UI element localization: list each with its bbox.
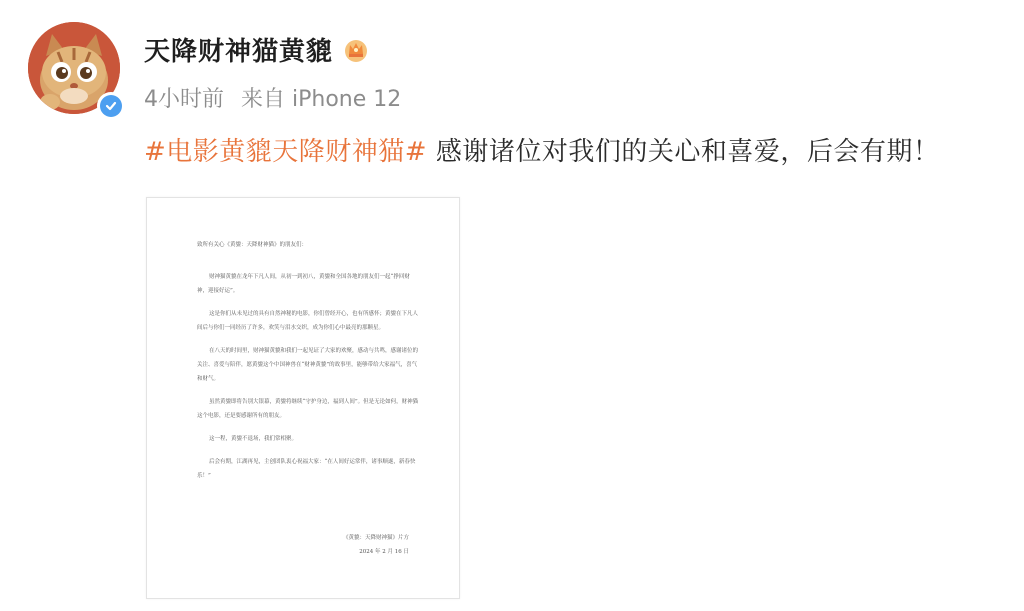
post-hashtag[interactable]: #电影黄貔天降财神猫# <box>144 137 428 167</box>
letter-paragraph: 财神猫黄貔在龙年下凡人间，从初一到初八，黄貔和全国各地的朋友们一起“挣回财神，迎接好运”。 <box>197 274 410 294</box>
letter-image[interactable] <box>146 197 460 599</box>
post-content <box>144 131 939 168</box>
letter-paragraph: 在八天的时间里，财神猫黄貔和我们一起见证了大家的欢聚，感动与共鸣，感谢诸位的关注、喜爱与陪伴，愿黄貔这个中国神兽在“财神黄貔”的故事里，能够带给大家福气，喜气和财气。 <box>197 348 419 382</box>
verified-icon <box>104 99 118 113</box>
letter-greeting: 致所有关心《黄貔：天降财神猫》的朋友们： <box>197 242 308 248</box>
letter-paragraph: 后会有期，江湖再见，主创团队衷心祝福大家：“在人间好运常伴，诸事顺遂，新春快乐！” <box>197 459 416 479</box>
letter-body <box>197 270 419 492</box>
letter-signature-block <box>343 531 409 559</box>
letter-paragraph: 虽然黄貔即将告别大银幕，黄貔将继续“守护身边，福到人间”。但是无论如何，财神猫这个电影，还是要感谢所有的朋友。 <box>197 399 419 419</box>
post-source: 来自 iPhone 12 <box>241 87 402 112</box>
letter-signature: 《黄貔：天降财神猫》片方 <box>342 535 409 541</box>
letter-paragraph: 这是你们从未见过的具有自然神秘的电影，你们曾经开心，也有所感怀；黄貔在下凡人间后与你们一同经历了许多，欢笑与泪水交织，成为你们心中最亮的那颗星。 <box>197 311 419 331</box>
crown-badge-icon[interactable] <box>341 36 371 64</box>
post-meta <box>144 82 411 113</box>
post-body: 感谢诸位对我们的关心和喜爱，后会有期！ <box>427 137 940 167</box>
letter-date: 2024 年 2 月 16 日 <box>359 549 409 555</box>
verified-badge <box>97 92 125 120</box>
post-time[interactable]: 4小时前 <box>144 87 224 112</box>
letter-paragraph: 这一程，黄貔不退场，我们常相聚。 <box>209 436 298 442</box>
user-name-row <box>144 31 371 68</box>
user-name[interactable]: 天降财神猫黄貔 <box>144 37 334 67</box>
